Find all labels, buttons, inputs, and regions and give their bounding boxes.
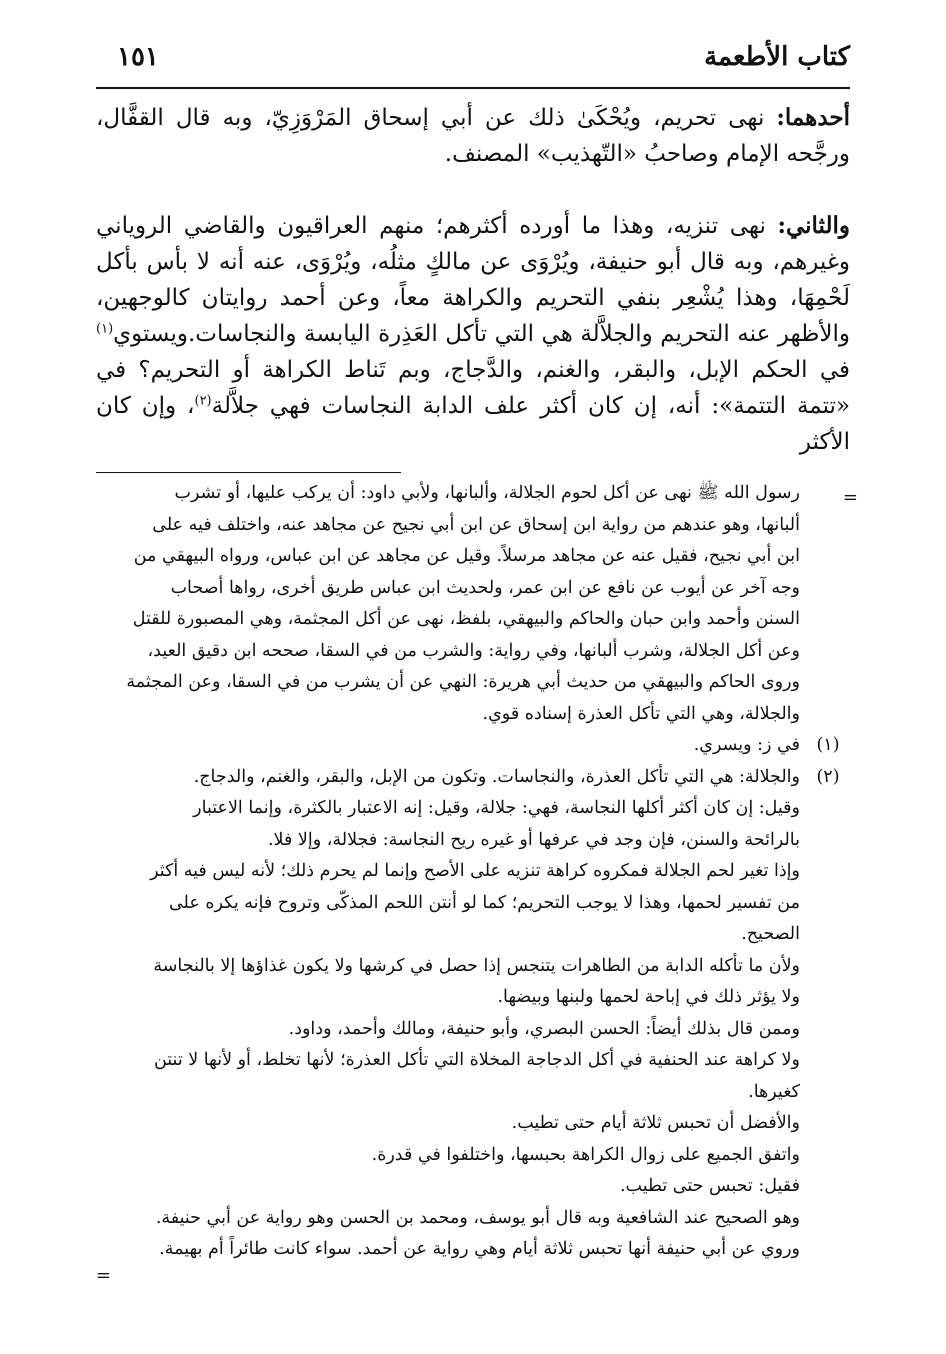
footnote-line: وهو الصحيح عند الشافعية وبه قال أبو يوسف، ومحمد بن الحسن وهو رواية عن أبي حنيفة. xyxy=(155,1207,800,1228)
footnote-line: وممن قال بذلك أيضاً: الحسن البصري، وأبو حنيفة، ومالك وأحمد، وداود. xyxy=(288,1018,800,1039)
paragraph-text: ، وإن كان الأكثر xyxy=(96,393,850,455)
header-rule xyxy=(96,87,850,89)
footnote-line: وإذا تغير لحم الجلالة فمكروه كراهة تنزيه على الأصح وإنما لم يحرم ذلك؛ لأنه ليس فيه أكثر xyxy=(150,861,800,881)
footnote-line: السنن وأحمد وابن حبان والحاكم والبيهقي، بلفظ، نهى عن أكل المجثمة، وهي المصبورة للقتل xyxy=(132,609,800,629)
footnote-separator xyxy=(96,472,401,473)
footnote-line: في ز: ويسري. xyxy=(693,735,800,755)
footnote-line: والجلالة: هي التي تأكل العذرة، والنجاسات. وتكون من الإبل، والبقر، والغنم، والدجاج. xyxy=(193,766,800,787)
continuation-mark-bottom: = xyxy=(96,1265,112,1286)
page-number: ١٥١ xyxy=(117,42,159,72)
footnote-continuation xyxy=(96,478,850,730)
footnote-2 xyxy=(96,762,850,1266)
footnote-line: ولا يؤثر ذلك في إباحة لحمها ولبنها وبيضها. xyxy=(497,987,800,1007)
footnote-line: الصحيح. xyxy=(741,924,800,944)
main-text xyxy=(96,100,850,460)
chapter-title: كتاب الأطعمة xyxy=(704,42,850,72)
footnote-line: واتفق الجميع على زوال الكراهة بحبسها، واختلفوا في قدرة. xyxy=(371,1144,800,1165)
footnote-line: رسول الله ﷺ نهى عن أكل لحوم الجلالة، وألبانها، ولأبي داود: أن يركب عليها، أو تشرب xyxy=(174,483,800,503)
paragraph-text: نهى تحريم، ويُحْكَىٰ ذلك عن أبي إسحاق المَرْوَزِيّ، وبه قال القفَّال، ورجَّحه الإمام وصاحبُ «التّهذيب» المصنف. xyxy=(96,105,850,167)
footnote-line: وعن أكل الجلالة، وشرب ألبانها، وفي رواية: والشرب من في السقا، صححه ابن دقيق العيد، xyxy=(147,640,800,661)
footnote-line: ألبانها، وهو عندهم من رواية ابن إسحاق عن ابن أبي نجيح عن مجاهد عنه، واختلف فيه على xyxy=(152,514,800,535)
footnote-number: (٢) xyxy=(816,766,840,787)
paragraph-text: في الحكم الإبل، والبقر، والغنم، والدَّجاج، وبم تَناط الكراهة أو التحريم؟ في «تتمة التتمة»: أنه، إن كان أكثر علف الدابة النجاسات فهي جلاَّلة xyxy=(96,357,851,419)
paragraph-second-opinion xyxy=(96,208,850,460)
footnote-line: من تفسير لحمها، وهذا لا يوجب التحريم؛ كما لو أنتن اللحم المذكّى وتروح فإنه يكره على xyxy=(168,892,800,913)
paragraph-first-opinion xyxy=(96,100,850,172)
footnote-line: وروى الحاكم والبيهقي من حديث أبي هريرة: النهي عن أن يشرب من في السقا، وعن المجثمة xyxy=(126,672,800,692)
footnote-line: ابن أبي نجيح، فقيل عنه عن مجاهد مرسلاً. وقيل عن مجاهد عن ابن عباس، ورواه البيهقي من xyxy=(133,546,800,566)
footnote-line: بالرائحة والسنن، فإن وجد في عرفها أو غيره ريح النجاسة: فجلالة، وإلا فلا. xyxy=(267,829,800,850)
footnote-line: والجلالة، وهي التي تأكل العذرة إسناده قوي. xyxy=(482,703,800,724)
footnote-line: فقيل: تحبس حتى تطيب. xyxy=(619,1176,800,1196)
paragraph-lead: أحدهما: xyxy=(776,104,850,131)
paragraph-lead: والثاني: xyxy=(777,212,850,239)
paragraph-text: نهى تنزيه، وهذا ما أورده أكثرهم؛ منهم العراقيون والقاضي الروياني وغيرهم، وبه قال أبو حنيفة، ويُرْوَى عن مالكٍ مثلُه، ويُرْوَى، عنه أنه لا بأس بأكل لَحْمِهَا، وهذا يُشْعِر بنفي التحريم والكراهة معاً، وعن أحمد روايتان كالوجهين، والأظهر عنه التحريم والجلاَّلة هي التي تأكل العَذِرة اليابسة والنجاسات.ويستوي xyxy=(96,213,850,347)
footnote-line: وقيل: إن كان أكثر أكلها النجاسة، فهي: جلالة، وقيل: إنه الاعتبار بالكثرة، وإنما الاعتبار xyxy=(193,798,800,818)
footnote-line: وجه آخر عن أيوب عن نافع عن ابن عمر، ولحديث ابن عباس طريق أخرى، رواها أصحاب xyxy=(170,577,800,598)
footnotes xyxy=(96,478,850,1266)
footnote-line: ولأن ما تأكله الدابة من الطاهرات يتنجس إذا حصل في كرشها ولا يكون غذاؤها إلا بالنجاسة xyxy=(153,955,800,976)
footnote-ref-2: (٢) xyxy=(194,393,212,409)
footnote-line: ولا كراهة عند الحنفية في أكل الدجاجة المخلاة التي تأكل العذرة؛ لأنها تخلط، أو لأنها لا تنتن xyxy=(153,1050,800,1070)
footnote-line: وروي عن أبي حنيفة أنها تحبس ثلاثة أيام وهي رواية عن أحمد. سواء كانت طائراً أم بهيمة. xyxy=(159,1239,800,1259)
footnote-1 xyxy=(96,730,850,762)
continuation-mark-top: = xyxy=(842,487,858,508)
footnote-line: والأفضل أن تحبس ثلاثة أيام حتى تطيب. xyxy=(511,1113,800,1133)
footnote-number: (١) xyxy=(816,735,840,755)
footnote-ref-1: (١) xyxy=(96,321,114,337)
footnote-line: كغيرها. xyxy=(748,1081,800,1102)
page-header xyxy=(95,36,850,86)
